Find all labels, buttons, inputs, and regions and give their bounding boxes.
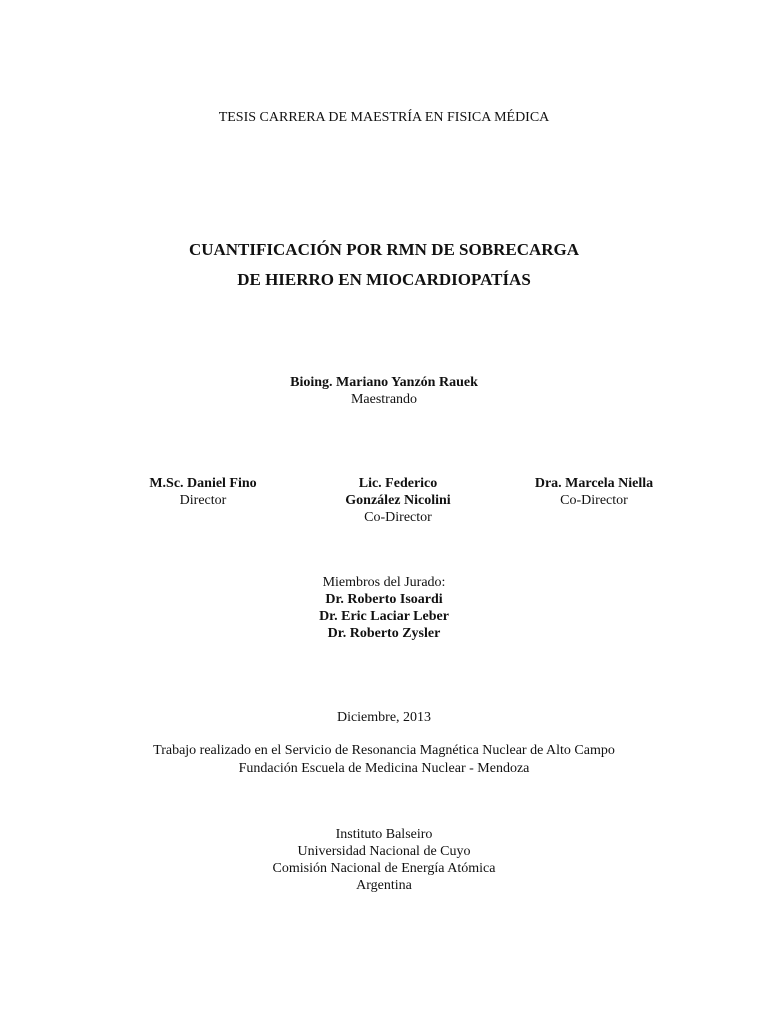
supervisor-role: Director <box>179 493 227 508</box>
jury-member: Dr. Eric Laciar Leber <box>319 609 449 624</box>
thesis-date: Diciembre, 2013 <box>336 710 432 725</box>
thesis-title-line-1: CUANTIFICACIÓN POR RMN DE SOBRECARGA <box>188 240 580 259</box>
institution-line: Comisión Nacional de Energía Atómica <box>272 861 496 876</box>
supervisor-role: Co-Director <box>560 493 628 508</box>
thesis-title-line-2: DE HIERRO EN MIOCARDIOPATÍAS <box>237 270 531 289</box>
supervisor-name: Dra. Marcela Niella <box>534 476 654 491</box>
thesis-program-heading: TESIS CARRERA DE MAESTRÍA EN FISICA MÉDICA <box>218 110 550 125</box>
institution-line: Argentina <box>356 878 412 893</box>
work-place-line-1: Trabajo realizado en el Servicio de Resonancia Magnética Nuclear de Alto Campo <box>153 743 615 758</box>
jury-heading: Miembros del Jurado: <box>322 575 446 590</box>
jury-member: Dr. Roberto Isoardi <box>325 592 443 607</box>
supervisor-name: M.Sc. Daniel Fino <box>149 476 257 491</box>
jury-member: Dr. Roberto Zysler <box>327 626 441 641</box>
supervisor-role: Co-Director <box>364 510 432 525</box>
supervisor-name-line-2: González Nicolini <box>345 493 451 508</box>
author-name: Bioing. Mariano Yanzón Rauek <box>290 375 478 390</box>
work-place-line-2: Fundación Escuela de Medicina Nuclear - Mendoza <box>238 761 530 776</box>
institution-line: Instituto Balseiro <box>335 827 433 842</box>
institution-line: Universidad Nacional de Cuyo <box>297 844 471 859</box>
supervisor-name-line-1: Lic. Federico <box>358 476 438 491</box>
supervisor-co-director-2 <box>514 475 674 509</box>
supervisor-co-director-1 <box>318 475 478 526</box>
author-role: Maestrando <box>350 392 418 407</box>
supervisor-director <box>133 475 273 509</box>
